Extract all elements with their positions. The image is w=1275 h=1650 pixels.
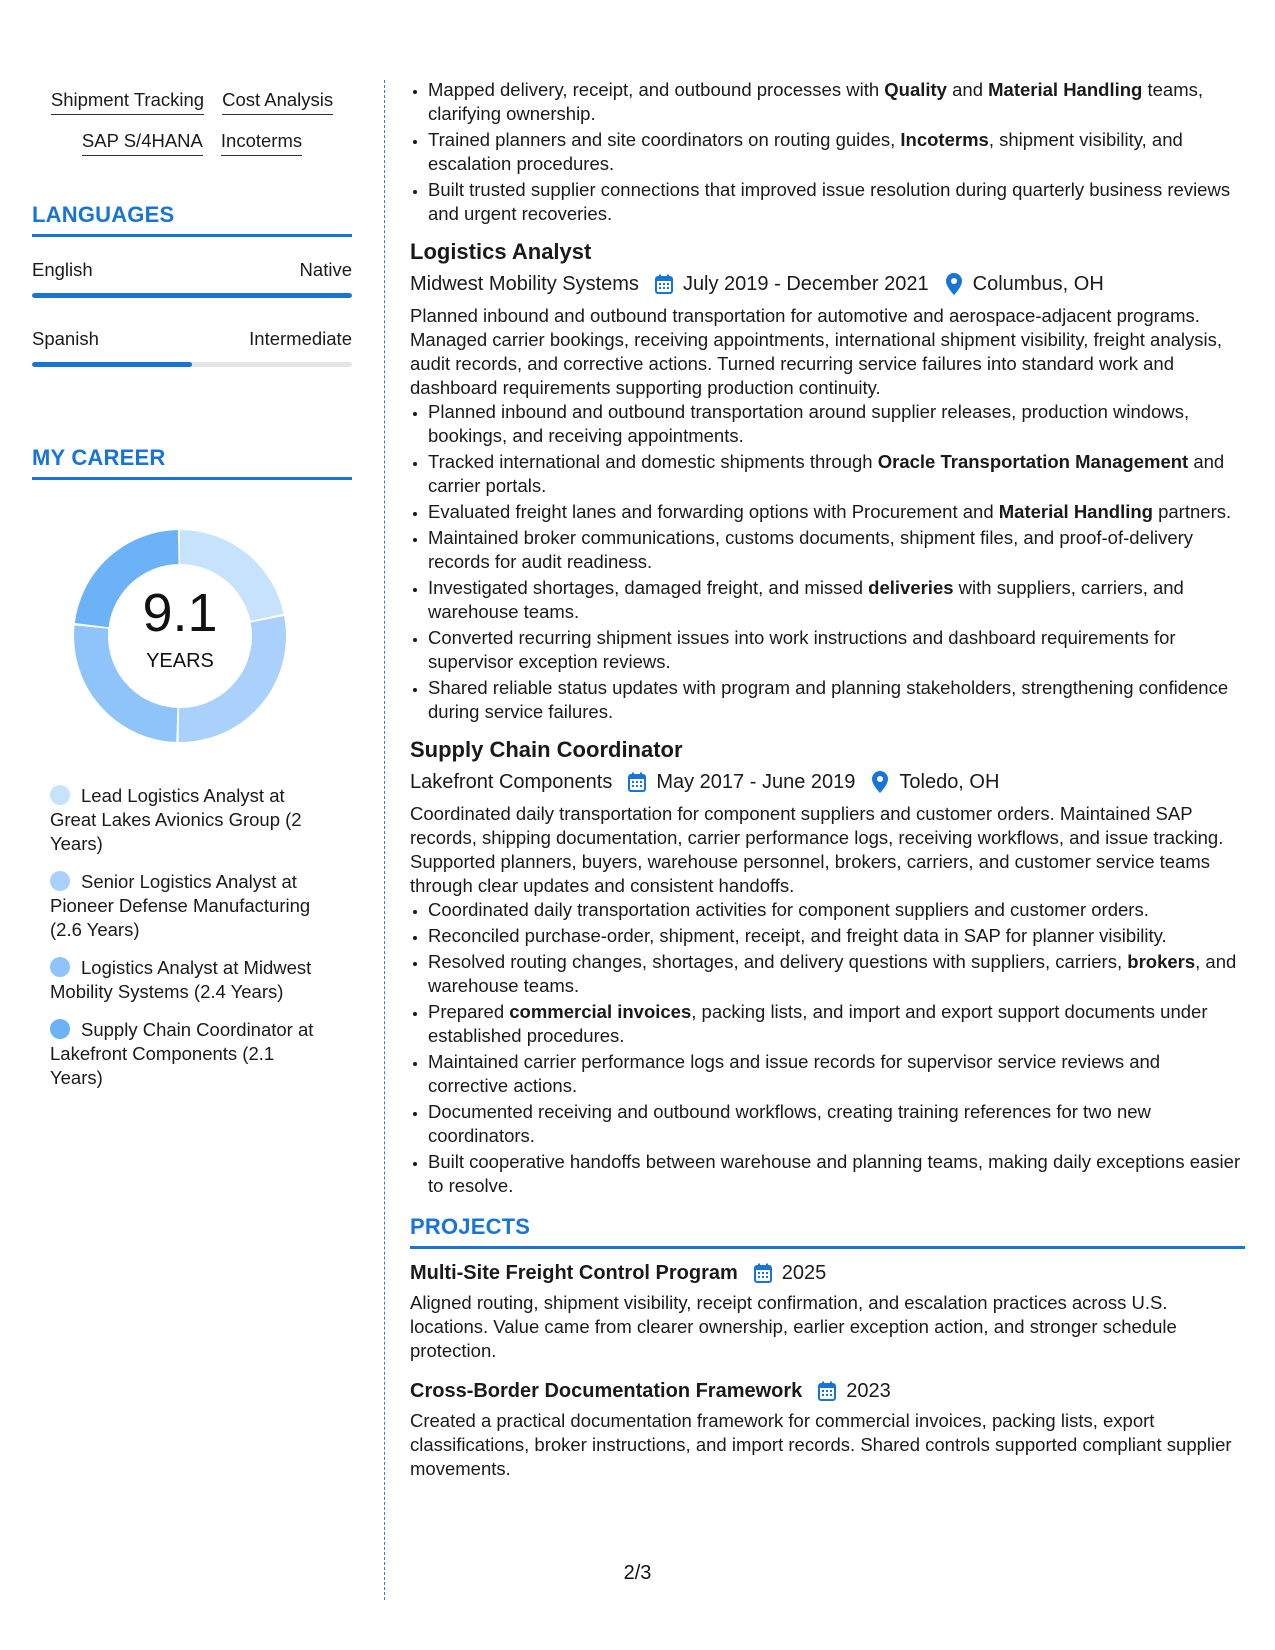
job-dates: July 2019 - December 2021 [682,273,929,295]
skill-tag: SAP S/4HANA [82,129,203,156]
legend-label: Supply Chain Coordinator at Lakefront Components (2.1 Years) [50,1019,314,1089]
bullet-item: • Resolved routing changes, shortages, and delivery questions with suppliers, carriers, brokers, and warehouse teams. [428,950,1245,998]
language-level-bar [32,293,352,298]
projects-heading: PROJECTS [410,1214,1245,1249]
bullet-item: • Maintained broker communications, customs documents, shipment files, and proof-of-delivery records for audit readiness. [428,526,1245,574]
skills-list [32,80,352,156]
career-legend-item [50,870,322,942]
skill-tag: Cost Analysis [222,88,333,115]
bullet-item: • Tracked international and domestic shipments through Oracle Transportation Management and carrier portals. [428,450,1245,498]
bullet-item: • Documented receiving and outbound workflows, creating training references for two new coordinators. [428,1100,1245,1148]
legend-label: Lead Logistics Analyst at Great Lakes Avionics Group (2 Years) [50,785,302,855]
bullet-item: • Shared reliable status updates with program and planning stakeholders, strengthening confidence during service failures. [428,676,1245,724]
job-meta [410,768,1245,796]
career-legend-item [50,1018,322,1090]
career-legend-item [50,784,322,856]
bullet-item: • Trained planners and site coordinators on routing guides, Incoterms, shipment visibility, and escalation procedures. [428,128,1245,176]
project-description: Aligned routing, shipment visibility, receipt confirmation, and escalation practices across U.S. locations. Value came from clearer ownership, earlier exception action, and stronger schedule protection. [410,1292,1177,1361]
job-entry [410,736,1245,1198]
bullet-item: • Coordinated daily transportation activities for component suppliers and customer orders. [428,898,1245,922]
project-entry [410,1259,1245,1363]
job-company: Lakefront Components [410,771,613,793]
page-number: 2/3 [623,1562,652,1584]
job-location: Columbus, OH [972,273,1104,295]
job-dates: May 2017 - June 2019 [656,771,856,793]
legend-dot [50,785,70,805]
language-level-fill [32,293,352,298]
legend-dot [50,871,70,891]
bullet-item: • Maintained carrier performance logs and issue records for supervisor service reviews and corrective actions. [428,1050,1245,1098]
job-meta [410,270,1245,298]
language-level-bar [32,362,352,367]
sidebar [32,80,352,1104]
career-legend [32,784,352,1090]
bullet-item: • Prepared commercial invoices, packing lists, and import and export support documents under established procedures. [428,1000,1245,1048]
job-entry [410,238,1245,724]
project-header [410,1259,1245,1287]
skill-tag: Shipment Tracking [51,88,204,115]
column-divider [384,80,385,1600]
bullet-item: • Investigated shortages, damaged freight, and missed deliveries with suppliers, carriers, and warehouse teams. [428,576,1245,624]
bullet-item: • Planned inbound and outbound transportation around supplier releases, production windows, bookings, and receiving appointments. [428,400,1245,448]
job-location: Toledo, OH [899,771,1000,793]
calendar-icon [653,273,675,295]
calendar-icon [626,771,648,793]
job-company: Midwest Mobility Systems [410,273,639,295]
bullet-item: • Built trusted supplier connections that improved issue resolution during quarterly business reviews and urgent recoveries. [428,178,1245,226]
calendar-icon [752,1262,774,1284]
bullet-item: • Mapped delivery, receipt, and outbound processes with Quality and Material Handling teams, clarifying ownership. [428,78,1245,126]
career-heading: MY CAREER [32,445,352,480]
bullet-item: • Built cooperative handoffs between warehouse and planning teams, making daily exceptions easier to resolve. [428,1150,1245,1198]
language-name: Spanish [32,328,99,350]
legend-dot [50,957,70,977]
job-description: Coordinated daily transportation for component suppliers and customer orders. Maintained SAP records, shipping documentation, carrier performance logs, receiving workflows, and issue tracking. Supported planners, buyers, warehouse personnel, brokers, carriers, and customer service teams through clear updates and consistent handoffs. [410,803,1224,896]
languages-heading: LANGUAGES [32,202,352,237]
project-entry [410,1377,1245,1481]
previous-job-bullets [410,78,1245,226]
career-total [66,522,294,750]
bullet-item: • Converted recurring shipment issues into work instructions and dashboard requirements for supervisor exception reviews. [428,626,1245,674]
language-level: Intermediate [249,328,352,350]
project-year: 2023 [846,1380,891,1402]
language-name: English [32,259,93,281]
job-description: Planned inbound and outbound transportation for automotive and aerospace-adjacent programs. Managed carrier bookings, receiving appointments, international shipment visibility, freight analysis, audit records, and corrective actions. Turned recurring service failures into standard work and dashboard requirements supporting production continuity. [410,305,1223,398]
map-pin-icon [943,273,965,295]
career-legend-item [50,956,322,1004]
map-pin-icon [869,771,891,793]
job-title: Supply Chain Coordinator [410,737,683,762]
project-title: Cross-Border Documentation Framework [410,1380,803,1402]
language-item [32,328,352,367]
bullet-item: • Evaluated freight lanes and forwarding options with Procurement and Material Handling partners. [428,500,1245,524]
legend-dot [50,1019,70,1039]
language-level: Native [299,259,352,281]
calendar-icon [816,1380,838,1402]
legend-label: Logistics Analyst at Midwest Mobility Systems (2.4 Years) [50,957,312,1003]
main-column [410,78,1245,1481]
career-total-unit: YEARS [146,650,214,673]
language-item [32,259,352,298]
language-level-fill [32,362,192,367]
career-donut-chart [66,522,294,750]
job-bullets [410,400,1245,724]
legend-label: Senior Logistics Analyst at Pioneer Defense Manufacturing (2.6 Years) [50,871,311,941]
skill-tag: Incoterms [221,129,302,156]
project-year: 2025 [781,1262,827,1284]
bullet-item: • Reconciled purchase-order, shipment, receipt, and freight data in SAP for planner visibility. [428,924,1245,948]
job-bullets [410,898,1245,1198]
project-header [410,1377,1245,1405]
project-description: Created a practical documentation framework for commercial invoices, packing lists, export classifications, broker instructions, and import records. Shared controls supported compliant supplier movements. [410,1410,1232,1479]
career-total-years: 9.1 [142,583,218,644]
job-title: Logistics Analyst [410,239,592,264]
project-title: Multi-Site Freight Control Program [410,1262,738,1284]
